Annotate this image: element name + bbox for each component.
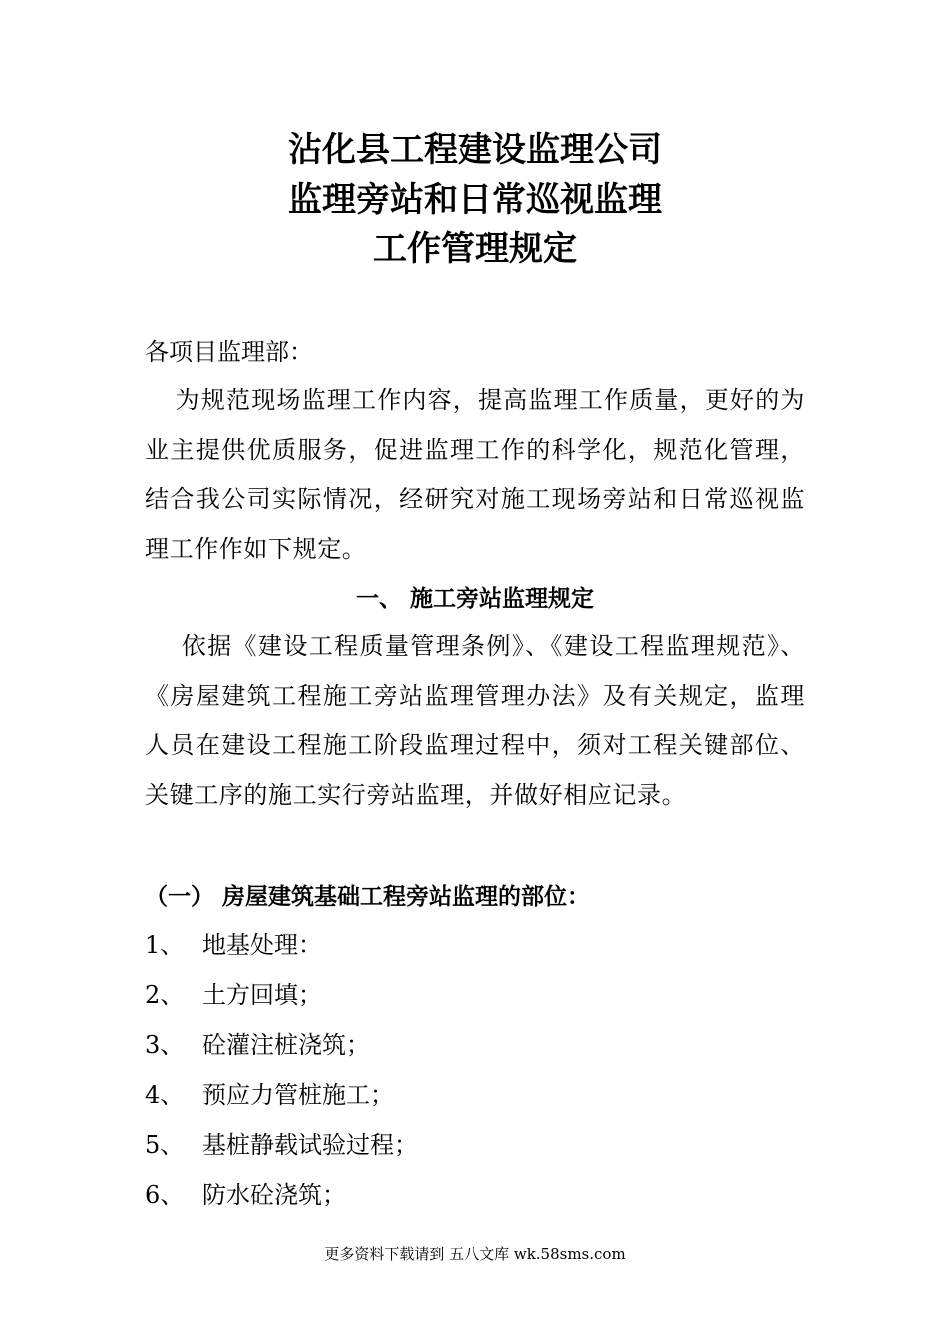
list-item-number: 1、	[145, 931, 185, 959]
intro-paragraph	[145, 376, 805, 574]
list-item-text: 土方回填；	[202, 981, 322, 1009]
list-item	[145, 930, 322, 960]
list-item	[145, 1180, 346, 1210]
list-item-number: 3、	[145, 1031, 185, 1059]
section-1-text: 依据《建设工程质量管理条例》、《建设工程监理规范》、《房屋建筑工程施工旁站监理管理办法》及有关规定，监理人员在建设工程施工阶段监理过程中，须对工程关键部位、关键工序的施工实行旁站监理，并做好相应记录。	[145, 632, 805, 809]
list-item	[145, 1080, 394, 1110]
section-1-paragraph	[145, 622, 805, 820]
list-item-number: 4、	[145, 1081, 185, 1109]
salutation: 各项目监理部：	[145, 338, 313, 366]
intro-text: 为规范现场监理工作内容，提高监理工作质量，更好的为业主提供优质服务，促进监理工作的科学化，规范化管理，结合我公司实际情况，经研究对施工现场旁站和日常巡视监理工作作如下规定。	[145, 386, 805, 563]
list-item-text: 地基处理：	[202, 931, 322, 959]
footer-download-note: 更多资料下载请到 五八文库 wk.58sms.com	[324, 1245, 626, 1263]
list-item-text: 基桩静载试验过程；	[202, 1131, 418, 1159]
document-title-line-2: 监理旁站和日常巡视监理	[288, 180, 662, 220]
list-item-number: 5、	[145, 1131, 185, 1159]
subsection-1-heading: （一） 房屋建筑基础工程旁站监理的部位：	[145, 884, 591, 910]
list-item-text: 砼灌注桩浇筑；	[202, 1031, 370, 1059]
list-item	[145, 1130, 418, 1160]
document-title-line-3: 工作管理规定	[373, 229, 577, 269]
list-item-text: 预应力管桩施工；	[202, 1081, 394, 1109]
list-item-number: 2、	[145, 981, 185, 1009]
document-title-line-1: 沾化县工程建设监理公司	[288, 130, 662, 170]
list-item-number: 6、	[145, 1181, 185, 1209]
list-item	[145, 1030, 370, 1060]
list-item	[145, 980, 322, 1010]
section-1-heading: 一、 施工旁站监理规定	[355, 586, 594, 612]
list-item-text: 防水砼浇筑；	[202, 1181, 346, 1209]
